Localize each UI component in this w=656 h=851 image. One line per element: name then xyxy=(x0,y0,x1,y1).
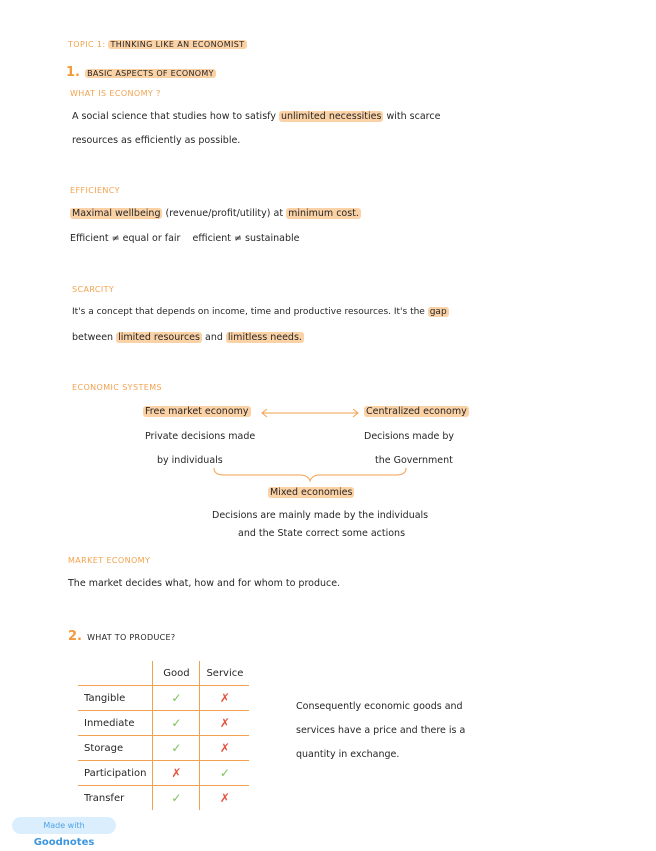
mixed-label: Mixed economies xyxy=(270,487,353,498)
scarcity-line-1 xyxy=(72,307,449,317)
table-row xyxy=(78,786,249,811)
double-arrow-icon xyxy=(258,406,362,420)
centralized-label: Centralized economy xyxy=(366,406,467,417)
efficiency-heading: EFFICIENCY xyxy=(70,186,120,195)
free-market-title xyxy=(143,406,251,417)
section-2-heading xyxy=(68,625,175,644)
table-row xyxy=(78,736,249,761)
what-is-line-1 xyxy=(72,111,440,122)
what-is-highlight: unlimited necessities xyxy=(280,111,382,122)
scarcity-text-b: between xyxy=(72,332,114,343)
centralized-desc-1: Decisions made by xyxy=(364,431,455,442)
brace-icon xyxy=(212,466,408,482)
badge-brand: Goodnotes xyxy=(33,837,95,848)
scarcity-highlight-1: limited resources xyxy=(118,332,200,343)
cross-icon: ✗ xyxy=(200,736,249,761)
cross-icon: ✗ xyxy=(153,761,200,786)
row-label: Transfer xyxy=(84,792,125,804)
mixed-desc-1: Decisions are mainly made by the individuals xyxy=(212,510,429,521)
goods-services-table xyxy=(78,661,249,810)
what-is-heading: WHAT IS ECONOMY ? xyxy=(70,89,161,98)
check-icon: ✓ xyxy=(153,786,200,811)
scarcity-highlight-2: limitless needs. xyxy=(227,332,302,343)
check-icon: ✓ xyxy=(153,736,200,761)
row-label: Participation xyxy=(78,761,153,786)
cross-icon: ✗ xyxy=(200,686,249,711)
what-is-text-b: with scarce xyxy=(386,111,441,122)
efficiency-highlight-1: Maximal wellbeing xyxy=(72,208,161,219)
market-heading: MARKET ECONOMY xyxy=(68,556,151,565)
section-2-number: 2. xyxy=(68,629,82,644)
row-label: Inmediate xyxy=(78,711,153,736)
section-1-number: 1. xyxy=(66,65,80,80)
topic-prefix: TOPIC 1: xyxy=(68,40,106,49)
row-label: Tangible xyxy=(78,686,153,711)
topic-title: THINKING LIKE AN ECONOMIST xyxy=(110,40,245,49)
efficiency-line-1 xyxy=(70,208,361,219)
scarcity-line-2 xyxy=(72,332,304,343)
efficiency-line-2: Efficient ≠ equal or fair efficient ≠ sustainable xyxy=(70,233,300,244)
cross-icon: ✗ xyxy=(200,786,249,811)
what-is-line-2: resources as efficiently as possible. xyxy=(72,135,241,146)
table-row xyxy=(78,686,249,711)
table-header-service: Service xyxy=(200,661,249,686)
centralized-title xyxy=(364,406,469,417)
what-is-text-a: A social science that studies how to satisfy xyxy=(72,111,276,122)
scarcity-heading: SCARCITY xyxy=(72,285,115,294)
table-header-row xyxy=(78,661,249,686)
table-row xyxy=(78,711,249,736)
mixed-desc-2: and the State correct some actions xyxy=(238,528,406,539)
free-market-desc-1: Private decisions made xyxy=(145,431,256,442)
topic-heading xyxy=(68,40,247,49)
row-label: Storage xyxy=(78,736,153,761)
section-1-heading xyxy=(66,61,216,80)
efficiency-highlight-2: minimum cost. xyxy=(288,208,359,219)
centralized-desc-2: the Government xyxy=(375,455,453,466)
systems-heading: ECONOMIC SYSTEMS xyxy=(72,383,162,392)
efficiency-text-mid: (revenue/profit/utility) at xyxy=(165,208,284,219)
goodnotes-badge[interactable] xyxy=(12,817,116,848)
check-icon: ✓ xyxy=(153,686,200,711)
table-header-good: Good xyxy=(153,661,200,686)
free-market-label: Free market economy xyxy=(145,406,249,417)
free-market-desc-2: by individuals xyxy=(157,455,223,466)
conclusion-line-1: Consequently economic goods and xyxy=(296,701,463,712)
conclusion-line-3: quantity in exchange. xyxy=(296,749,400,760)
section-2-title: WHAT TO PRODUCE? xyxy=(87,633,176,642)
cross-icon: ✗ xyxy=(200,711,249,736)
market-line: The market decides what, how and for whom to produce. xyxy=(68,578,341,589)
check-icon: ✓ xyxy=(153,711,200,736)
conclusion-line-2: services have a price and there is a xyxy=(296,725,466,736)
mixed-title xyxy=(268,487,354,498)
scarcity-text-a: It's a concept that depends on income, time and productive resources. It's the xyxy=(72,307,425,317)
scarcity-highlight-gap: gap xyxy=(429,307,447,317)
badge-prefix: Made with xyxy=(43,821,85,830)
check-icon: ✓ xyxy=(200,761,249,786)
section-1-title: BASIC ASPECTS OF ECONOMY xyxy=(87,69,214,78)
table-row xyxy=(78,761,249,786)
scarcity-text-mid: and xyxy=(205,332,223,343)
table-corner xyxy=(78,661,153,686)
